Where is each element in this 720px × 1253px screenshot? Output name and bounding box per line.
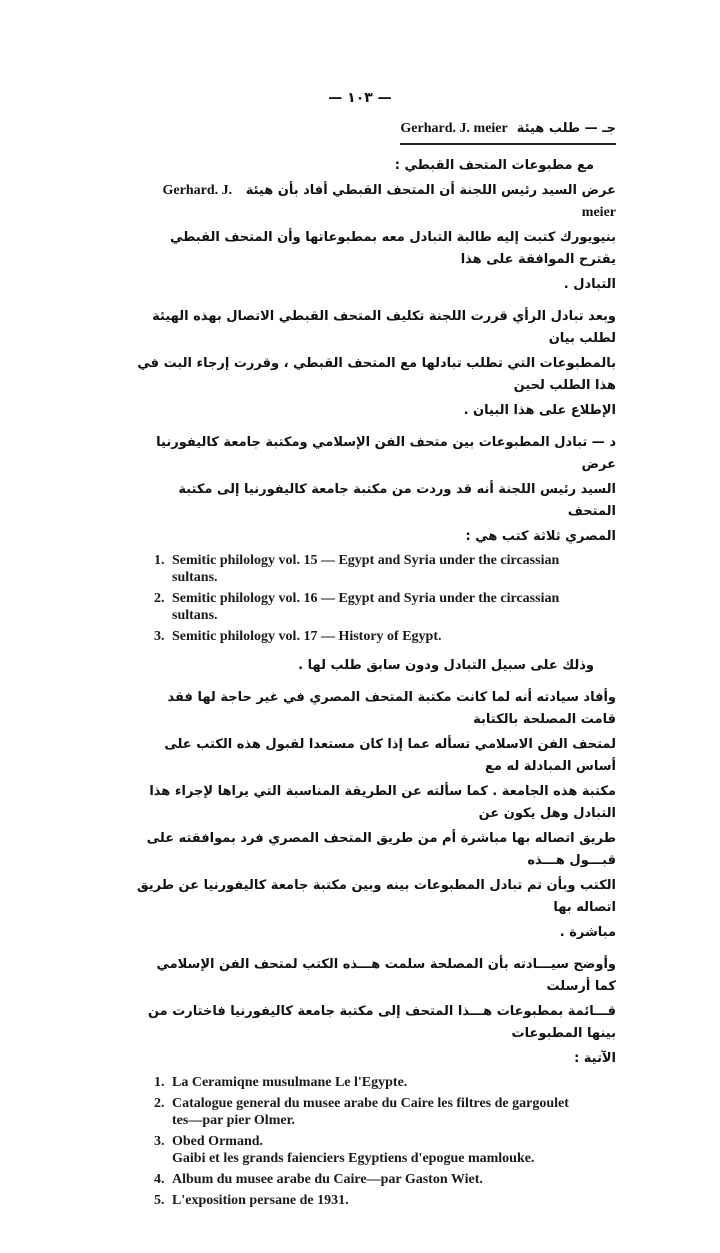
text-line: قـــائمة بمطبوعات هـــذا المتحف إلى مكتبة جامعة كاليفورنيا فاختارت من بينها المطبوعات [147, 1004, 616, 1041]
list-number: 3. [154, 629, 165, 644]
section-d-line: المصري ثلاثة كتب هي : [465, 529, 616, 544]
list-item [146, 628, 616, 645]
list-item-text: Semitic philology vol. 15 — Egypt and Syria under the circassian [172, 553, 560, 568]
list-number: 4. [154, 1172, 165, 1187]
list-item-cont: sultans. [172, 570, 218, 585]
list-number: 2. [154, 1096, 165, 1111]
section-d-line: السيد رئيس اللجنة أنه قد وردت من مكتبة جامعة كاليفورنيا إلى مكتبة المتحف [178, 482, 616, 519]
list-item-cont: Gaibi et les grands faienciers Egyptiens d'epogue mamlouke. [172, 1151, 535, 1166]
text-line: لمتحف الفن الاسلامي تسأله عما إذا كان مستعدا لقبول هذه الكتب على أساس المبادلة له مع [164, 737, 616, 774]
list-item [146, 1192, 616, 1209]
list-item-text: L'exposition persane de 1931. [172, 1193, 349, 1208]
text-line: مباشرة . [559, 925, 616, 940]
list-item-cont: tes—par pier Olmer. [172, 1113, 296, 1128]
list-item [146, 1171, 616, 1188]
list-number: 2. [154, 591, 165, 606]
text-line: وأوضح سيـــادته بأن المصلحة سلمت هـــذه الكتب لمتحف الفن الإسلامي كما أرسلت [156, 957, 616, 994]
subheading: مع مطبوعات المتحف القبطي : [394, 158, 594, 173]
heading-name: Gerhard. J. meier [400, 121, 508, 136]
page-number: — ١٠٣ — [328, 90, 392, 106]
list-item [146, 590, 616, 624]
name-inline: Gerhard. J. meier [162, 183, 616, 220]
heading-prefix: جـ — طلب هيئة [516, 121, 616, 136]
text-line: مكتبة هذه الجامعة . كما سألته عن الطريقة المناسبة التي يراها لإجراء هذا التبادل وهل يكون عن [149, 784, 616, 821]
text-line: الإطلاع على هذا البيان . [463, 403, 616, 418]
list-item-text: Album du musee arabe du Caire—par Gaston Wiet. [172, 1172, 483, 1187]
list-item [146, 1074, 616, 1091]
text-line: الآتية : [574, 1051, 616, 1066]
text-line: طريق اتصاله بها مباشرة أم من طريق المتحف المصري فرد بموافقته على قبـــول هـــذه [146, 831, 616, 868]
list-number: 1. [154, 1075, 165, 1090]
list-item [146, 552, 616, 586]
text-line: التبادل . [563, 277, 616, 292]
list-item-text: La Ceramiqne musulmane Le l'Egypte. [172, 1075, 408, 1090]
list-item-text: Semitic philology vol. 16 — Egypt and Syria under the circassian [172, 591, 560, 606]
section-c-heading [400, 118, 616, 145]
list-item-text: Catalogue general du musee arabe du Caire les filtres de gargoulet [172, 1096, 569, 1111]
text-line: وبعد تبادل الرأي قررت اللجنة تكليف المتحف القبطي الاتصال بهذه الهيئة لطلب بيان [152, 309, 616, 346]
text-line-part: عرض السيد رئيس اللجنة أن المتحف القبطي أفاد بأن هيئة [245, 183, 616, 198]
list-number: 3. [154, 1134, 165, 1149]
text-line: وأفاد سيادته أنه لما كانت مكتبة المتحف المصري في غير حاجة لها فقد قامت المصلحة بالكتابة [167, 690, 616, 727]
list-item-cont: sultans. [172, 608, 218, 623]
list-item [146, 1133, 616, 1167]
list-item [146, 1095, 616, 1129]
document-page [136, 0, 616, 1253]
text-line: بالمطبوعات التي تطلب تبادلها مع المتحف القبطي ، وقررت إرجاء البت في هذا الطلب لحين [137, 356, 616, 393]
text-line: الكتب وبأن تم تبادل المطبوعات بينه وبين مكتبة جامعة كاليفورنيا عن طريق اتصاله بها [137, 878, 616, 915]
list-item-text: Semitic philology vol. 17 — History of Egypt. [172, 629, 442, 644]
list-number: 5. [154, 1193, 165, 1208]
list-item-text: Obed Ormand. [172, 1134, 264, 1149]
list-number: 1. [154, 553, 165, 568]
section-d-line: د — تبادل المطبوعات بين متحف الفن الإسلامي ومكتبة جامعة كاليفورنيا عرض [156, 435, 616, 472]
text-line [136, 180, 616, 224]
text-line: بنيويورك كتبت إليه طالبة التبادل معه بمطبوعاتها وأن المتحف القبطي يقترح الموافقة على هذا [169, 230, 616, 267]
text-line: وذلك على سبيل التبادل ودون سابق طلب لها . [298, 658, 594, 673]
